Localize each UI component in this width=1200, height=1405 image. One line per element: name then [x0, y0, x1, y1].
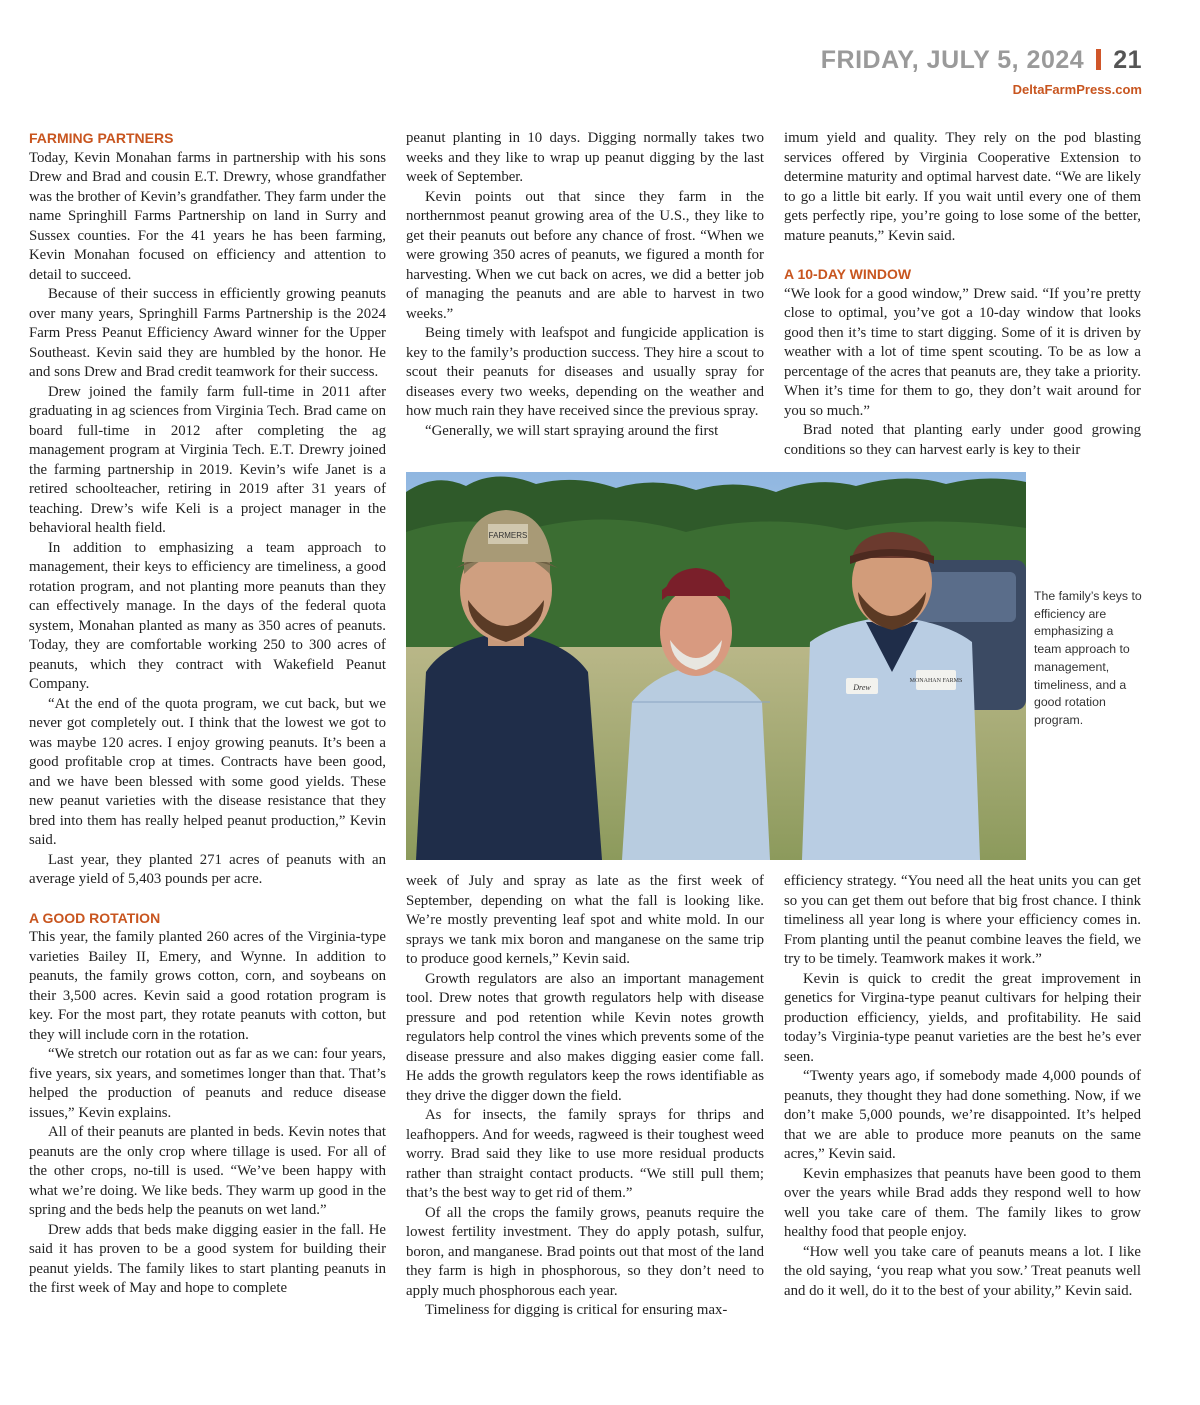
article-column-1 — [29, 129, 386, 1299]
article-column-2-bottom — [406, 872, 764, 1321]
paragraph: Being timely with leafspot and fungicide application is key to the family’s production success. They hire a scout to scout their peanuts for diseases and usually spray for diseases every two weeks, depending on the weather and how much rain they have received since the previous spray. — [406, 325, 764, 419]
paragraph: “Twenty years ago, if somebody made 4,000 pounds of peanuts, they thought they had done something. Now, if we don’t make 5,000 pounds, we’re disappointed. It’s helped that we are able to produce more peanuts on the same acres,” Kevin said. — [784, 1068, 1141, 1162]
paragraph: Drew joined the family farm full-time in 2011 after graduating in ag sciences from Virginia Tech. Brad came on board full-time in 2012 after completing the ag management program at Virginia Tech. E.T. Drewry joined the farming partnership in 2019. Kevin’s wife Janet is a retired schoolteacher, retiring in 2019 after 31 years of teaching. Drew’s wife Keli is a project manager in the behavioral health field. — [29, 383, 386, 536]
paragraph: Kevin emphasizes that peanuts have been good to them over the years while Brad adds they respond well to how well you take care of them. The family likes to grow healthy food that people enjoy. — [784, 1165, 1141, 1240]
shirt-patch-farm: MONAHAN FARMS — [909, 678, 963, 684]
paragraph: Kevin is quick to credit the great improvement in genetics for Virgina-type peanut cultivars for helping their production efficiency, yields, and profitability. He said today’s Virginia-type peanut varieties are the best he’s ever seen. — [784, 970, 1141, 1065]
section-heading-10-day-window: A 10-DAY WINDOW — [784, 266, 912, 282]
section-heading-farming-partners: FARMING PARTNERS — [29, 130, 174, 146]
paragraph: Drew adds that beds make digging easier in the fall. He said it has proven to be a good system for building their peanut yields. The family likes to start planting peanuts in the first week of May and hope to complete — [29, 1221, 386, 1296]
paragraph: As for insects, the family sprays for thrips and leafhoppers. And for weeds, ragweed is their toughest weed worry. Brad said they like to use more residual products rather than straight contact products. “We still pull them; that’s the best way to get rid of them.” — [406, 1107, 764, 1201]
paragraph: This year, the family planted 260 acres of the Virginia-type varieties Bailey II, Emery, and Wynne. In addition to peanuts, the family grows cotton, corn, and soybeans on their 3,500 acres. Kevin said a good rotation program is key. For the most part, they rotate peanuts with cotton, but they will include corn in the rotation. — [29, 929, 386, 1043]
page-number: 21 — [1113, 46, 1142, 74]
header-divider — [1096, 49, 1101, 70]
paragraph: Of all the crops the family grows, peanuts require the lowest fertility investment. They do apply potash, sulfur, boron, and manganese. Brad points out that most of the land they farm is high in phosphorous, so they don’t need to apply much phosphorous each year. — [406, 1204, 764, 1299]
farmers-photo — [406, 472, 1026, 860]
paragraph: “We stretch our rotation out as far as we can: four years, five years, six years, and sometimes longer than that. That’s helped the production of peanuts and reduce disease issues,” Kevin explains. — [29, 1046, 386, 1121]
paragraph: Because of their success in efficiently growing peanuts over many years, Springhill Farms Partnership is the 2024 Farm Press Peanut Efficiency Award winner for the Upper Southeast. Kevin said they are humbled by the honor. He and sons Drew and Brad credit teamwork for their success. — [29, 286, 386, 380]
site-url: DeltaFarmPress.com — [1012, 82, 1142, 97]
photo-caption: The family’s keys to efficiency are emphasizing a team approach to management, timeliness, and a good rotation program. — [1034, 589, 1142, 727]
paragraph: imum yield and quality. They rely on the pod blasting services offered by Virginia Cooperative Extension to determine maturity and optimal harvest date. “We are likely to go a little bit early. If you wait until every one of them gets perfectly ripe, you’re going to lose some of the better, mature peanuts,” Kevin said. — [784, 130, 1141, 244]
paragraph: All of their peanuts are planted in beds. Kevin notes that peanuts are the only crop where tillage is used. For all of the other crops, no-till is used. “We’ve been happy with what we’re doing. We like beds. They warm up good in the spring and the beds help the peanuts on wet land.” — [29, 1124, 386, 1218]
paragraph: Today, Kevin Monahan farms in partnership with his sons Drew and Brad and cousin E.T. Drewry, whose grandfather was the brother of Kevin’s grandfather. They farm under the name Springhill Farms Partnership on land in Surry and Sussex counties. For the 41 years he has been farming, Kevin Monahan focused on efficiency and attention to detail to succeed. — [29, 149, 386, 283]
paragraph: Brad noted that planting early under good growing conditions so they can harvest early is key to their — [784, 422, 1141, 458]
paragraph: “How well you take care of peanuts means a lot. I like the old saying, ‘you reap what you sow.’ Treat peanuts well and do it well, do it to the best of your ability,” Kevin said. — [784, 1243, 1141, 1299]
page-header-date — [821, 46, 1142, 75]
article-column-3-bottom — [784, 872, 1141, 1301]
paragraph: efficiency strategy. “You need all the heat units you can get so you can get them out before that big frost chance. I think timeliness all year long is where your efficiency comes in. From planting until the peanut combine leaves the field, we try to be timely. Teamwork makes it work.” — [784, 873, 1141, 967]
paragraph: Last year, they planted 271 acres of peanuts with an average yield of 5,403 pounds per acre. — [29, 851, 386, 887]
article-column-3-top — [784, 129, 1141, 460]
cap-logo: FARMERS — [488, 531, 528, 540]
paragraph: “Generally, we will start spraying around the first — [425, 422, 719, 439]
paragraph: In addition to emphasizing a team approach to management, their keys to efficiency are timeliness, a good rotation program, and not planting more peanuts than they can effectively manage. In the days of the federal quota system, Monahan planted as many as 350 acres of peanuts. Today, they are comfortable working 250 to 300 acres of peanuts, which they contract with Wakefield Peanut Company. — [29, 539, 386, 692]
section-heading-a-good-rotation: A GOOD ROTATION — [29, 909, 161, 926]
paragraph: week of July and spray as late as the first week of September, depending on what the fall is looking like. We’re mostly preventing leaf spot and white mold. In our sprays we tank mix boron and manganese on the same trip to produce good kernels,” Kevin said. — [406, 873, 764, 967]
paragraph: peanut planting in 10 days. Digging normally takes two weeks and they like to wrap up peanut digging by the last week of September. — [406, 130, 764, 185]
paragraph: Growth regulators are also an important management tool. Drew notes that growth regulators help with disease pressure and pod retention while Kevin notes growth regulators help control the vines which prevents some of the disease pressure and also makes digging easier come fall. He adds the growth regulators keep the rows identifiable as they drive the digger down the field. — [406, 970, 764, 1104]
article-column-2-top — [406, 129, 764, 441]
shirt-patch-name: Drew — [853, 683, 871, 692]
issue-date: FRIDAY, JULY 5, 2024 — [820, 46, 1085, 74]
paragraph: Kevin points out that since they farm in the northernmost peanut growing area of the U.S., they like to get their peanuts out before any chance of frost. “When we were growing 350 acres of peanuts, we figured a month for harvesting. When we cut back on acres, we did a better job of managing the peanuts and are able to harvest in two weeks.” — [406, 188, 764, 322]
paragraph: Timeliness for digging is critical for ensuring max- — [425, 1302, 728, 1318]
paragraph: “At the end of the quota program, we cut back, but we never got completely out. I think that the lowest we got to was maybe 120 acres. I enjoy growing peanuts. It’s been a good profitable crop at times. Contracts have been good, and we have been blessed with some good yields. These new peanut varieties with the disease resistance that they bred into them has really helped peanut production,” Kevin said. — [29, 695, 386, 848]
paragraph: “We look for a good window,” Drew said. “If you’re pretty close to optimal, you’ve got a 10-day window that looks good then it’s time to start digging. Some of it is driven by weather with a lot of time spent scouting. To be as low a percentage of the acres that peanuts are, they take a priority. When it’s time for them to go, they don’t wait around for you so much.” — [784, 285, 1141, 419]
